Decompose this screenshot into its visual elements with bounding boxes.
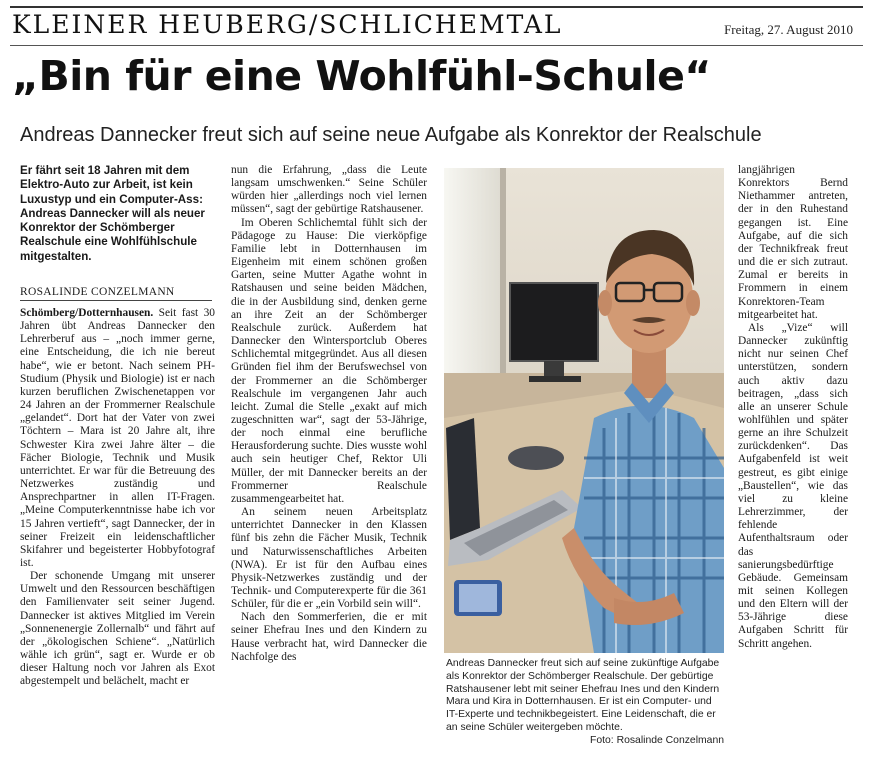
paragraph-8: Als „Vize“ will Dannecker zukünftig nicht nur seinen Chef unterstützen, sondern auch aktiv dazu beitragen, „dass sich alle an unserer Schule wohlfühlen und später gerne an ihre Schulzeit zurückdenken“. Das Aufgabenfeld ist weit gestreut, es gibt einige „Baustellen“, wie das viel zu kleine Lehrerzimmer, der fehlende Aufenthaltsraum oder das sanierungsbedürftige Gebäude. Gemeinsam mit seinen Kollegen und den Eltern will der 53-Jährige diese Aufgaben Schritt für Schritt angehen. [738,321,848,650]
column-4 [738,164,848,651]
section-masthead: KLEINER HEUBERG/SCHLICHEMTAL [12,10,563,39]
paragraph-3: nun die Erfahrung, „dass die Leute langsam umschwenken.“ Seine Schüler würden hier „allerdings noch viel lernen müssen“, sagt der gebürtige Ratshausener. [231,164,427,216]
paragraph-2: Der schonende Umgang mit unserer Umwelt und den Ressourcen beschäftigen den Familienvater seit seiner Jugend. Dannecker ist aktives Mitglied im Verein „Sonnenenergie Zollernalb“ und fährt auf der „ökologischen Schiene“. „Natürlich wähle ich grün“, sagt er. Wurde er ob dieser Haltung noch vor Jahren als Exot abgestempelt und belächelt, macht er [20,570,215,688]
portrait-photo [444,168,724,653]
masthead-rule [10,45,863,46]
caption-text: Andreas Dannecker freut sich auf seine zukünftige Aufgabe als Konrektor der Schömberger Realschule. Der gebürtige Ratshausener lebt mit seiner Ehefrau Ines und den Kindern Mara und Kira in Dotternhausen. Er ist ein Computer- und IT-Experte und technikbegeistert. Eine Leidenschaft, die er an seine Schüler weitergeben möchte. [446,658,720,733]
issue-date: Freitag, 27. August 2010 [724,22,853,37]
article-headline: „Bin für eine Wohlfühl-Schule“ [12,52,711,100]
paragraph-5: An seinem neuen Arbeitsplatz unterrichtet Dannecker in den Klassen fünf bis zehn die Fächer Musik, Technik und Naturwissenschaftliches Arbeiten (NWA). Er ist für den Aufbau eines Physik-Netzwerkes zuständig und der Technik- und Computerexperte für die 361 Schüler, für die er „ein Vorbild sein will“. [231,506,427,611]
paragraph-4: Im Oberen Schlichemtal fühlt sich der Pädagoge zu Hause: Die vierköpfige Familie lebt in Dotternhausen im Eigenheim mit einem schönen großen Garten, seine Mutter Agathe wohnt in Ratshausen und seine beiden Mädchen, die in der Ausbildung sind, denken gerne an ihre Zeit an der Schömberger Realschule zurück. Außerdem hat Dannecker den Wintersportclub Oberes Schlichemtal mitgegründet. Aus all diesen Gründen fiel ihm der Berufswechsel von der Frommerner an die Schömberger Realschule im vergangenen Jahr auch leicht. Zumal die Stelle „exakt auf mich zugeschnitten war“, sagt der 53-Jährige, der noch einmal eine berufliche Herausforderung suchte. Dies wusste wohl auch sein heutiger Chef, Rektor Uli Müller, der mit Dannecker bereits an der Frommerner Realschule zusammengearbeitet hat. [231,216,427,505]
paragraph-6: Nach den Sommerferien, die er mit seiner Ehefrau Ines und den Kindern zu Hause verbracht hat, wird Dannecker die Nachfolge des [231,611,427,663]
column-2 [231,164,427,664]
paragraph-1 [20,307,215,570]
photo-credit: Foto: Rosalinde Conzelmann [590,734,724,746]
paragraph-1-text: Seit fast 30 Jahren übt Andreas Dannecker den Lehrerberuf aus – „noch immer gerne, eine Entscheidung, die ich nie bereut habe“, wie er betont. Nach seinem PH-Studium (Physik und Biologie) ist er nach kurzen beruflichen Zwischenetappen vor 24 Jahren an der Frommerner Realschule „gelandet“. Dort hat der Vater von zwei Töchtern – Mara ist 20 Jahre alt, ihre Schwester Kira zwei Jahre älter – die Fächer Biologie, Technik und Musik unterrichtet. Er war für die Betreuung des Netzwerkes zuständig und Ansprechpartner in allen IT-Fragen. „Meine Computerkenntnisse habe ich vor 15 Jahren vertieft“, sagt Dannecker, der in seiner Freizeit ein leidenschaftlicher Skifahrer und begeisterter Hobbyfotograf ist. [20,307,215,569]
photo-caption [446,658,724,748]
article-subheadline: Andreas Dannecker freut sich auf seine neue Aufgabe als Konrektor der Realschule [20,124,762,146]
top-rule [10,6,863,8]
paragraph-7: langjährigen Konrektors Bernd Niethammer antreten, der in den Ruhestand gegangen ist. Eine Aufgabe, auf die sich der Technikfreak freut und die er sich zutraut. Zumal er bereits in Frommern in einem Konrektoren-Team mitgearbeitet hat. [738,164,848,321]
dateline: Schömberg/Dotternhausen. [20,307,154,319]
article-lead: Er fährt seit 18 Jahren mit dem Elektro-Auto zur Arbeit, ist kein Luxustyp und ein Computer-Ass: Andreas Dannecker will als neuer Konrektor der Schömberger Realschule eine Wohlfühlschule mitgestalten. [20,164,205,263]
column-1 [20,307,215,689]
author-byline: ROSALINDE CONZELMANN [20,286,212,301]
